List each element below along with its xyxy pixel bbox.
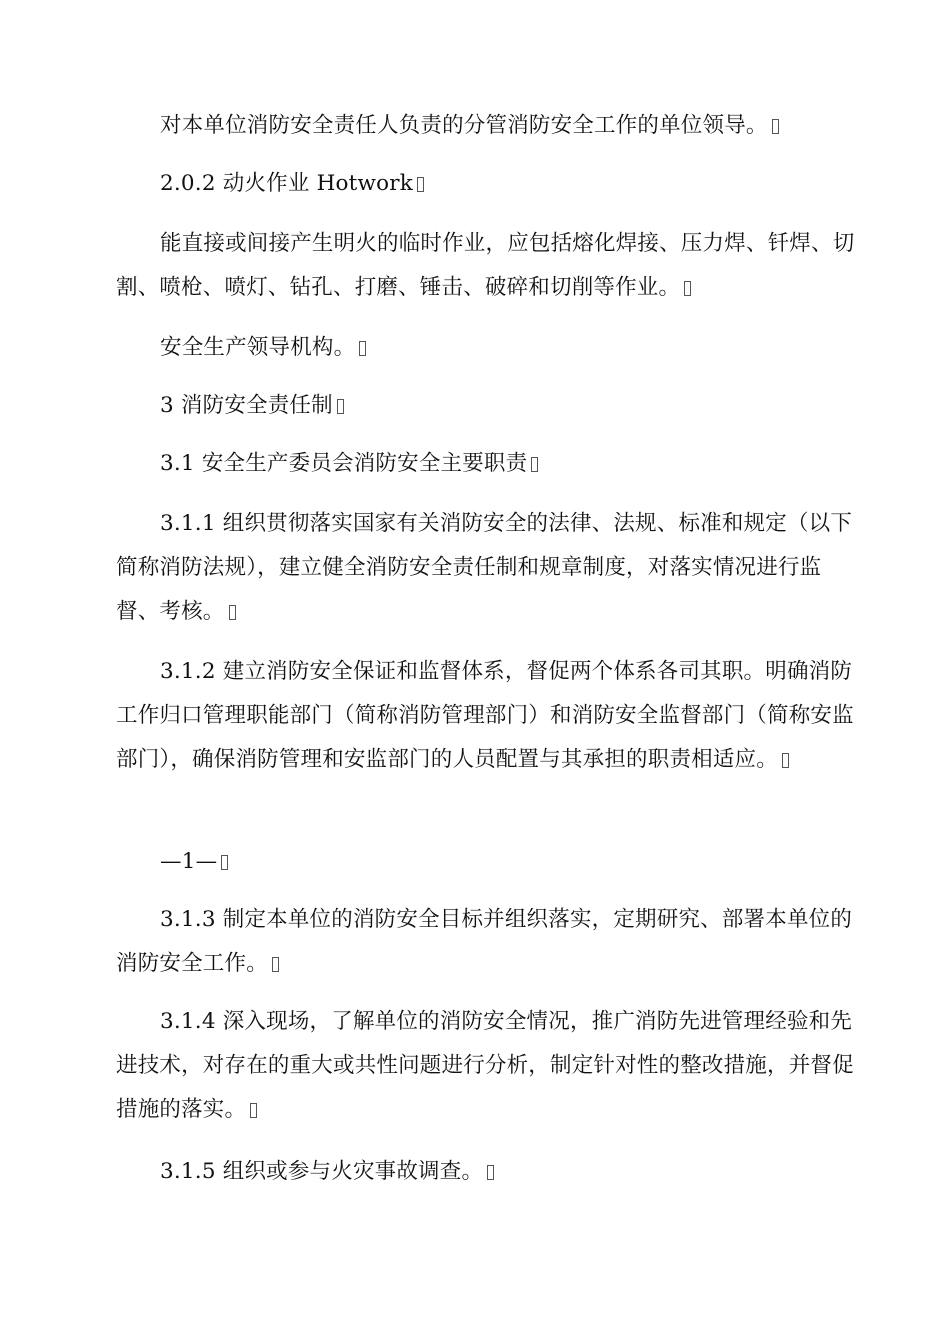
heading-3: 3 消防安全责任制	[116, 384, 856, 428]
paragraph-leader-definition: 对本单位消防安全责任人负责的分管消防安全工作的单位领导。	[116, 104, 856, 148]
heading-2-0-2: 2.0.2 动火作业 Hotwork	[116, 162, 856, 206]
paragraph-mark-icon	[684, 281, 691, 296]
paragraph-3-1-4: 3.1.4 深入现场，了解单位的消防安全情况，推广消防先进管理经验和先进技术，对存在的重大或共性问题进行分析，制定针对性的整改措施，并督促措施的落实。	[116, 1009, 854, 1122]
paragraph-mark-icon	[417, 177, 424, 192]
paragraph-mark-icon	[221, 855, 228, 870]
paragraph-safety-org: 安全生产领导机构。	[116, 326, 856, 370]
paragraph-mark-icon	[250, 1103, 257, 1118]
paragraph-mark-icon	[272, 957, 279, 972]
paragraph-hotwork-definition: 能直接或间接产生明火的临时作业，应包括熔化焊接、压力焊、钎焊、切割、喷枪、喷灯、钻孔、打磨、锤击、破碎和切削等作业。	[116, 231, 855, 300]
paragraph-mark-icon	[772, 119, 779, 134]
page-number: —1—	[116, 840, 856, 884]
paragraph-mark-icon	[782, 753, 789, 768]
paragraph-3-1-3: 3.1.3 制定本单位的消防安全目标并组织落实，定期研究、部署本单位的消防安全工作。	[116, 907, 853, 976]
heading-3-1: 3.1 安全生产委员会消防安全主要职责	[116, 442, 856, 486]
paragraph-mark-icon	[337, 399, 344, 414]
paragraph-mark-icon	[487, 1165, 494, 1180]
paragraph-3-1-5: 3.1.5 组织或参与火灾事故调查。	[116, 1150, 856, 1194]
paragraph-3-1-1: 3.1.1 组织贯彻落实国家有关消防安全的法律、法规、标准和规定（以下简称消防法规），建立健全消防安全责任制和规章制度，对落实情况进行监督、考核。	[116, 511, 853, 624]
paragraph-mark-icon	[229, 605, 236, 620]
paragraph-3-1-2: 3.1.2 建立消防安全保证和监督体系，督促两个体系各司其职。明确消防工作归口管理职能部门（简称消防管理部门）和消防安全监督部门（简称安监部门），确保消防管理和安监部门的人员配置与其承担的职责相适应。	[116, 659, 854, 772]
paragraph-mark-icon	[359, 341, 366, 356]
paragraph-mark-icon	[531, 457, 538, 472]
